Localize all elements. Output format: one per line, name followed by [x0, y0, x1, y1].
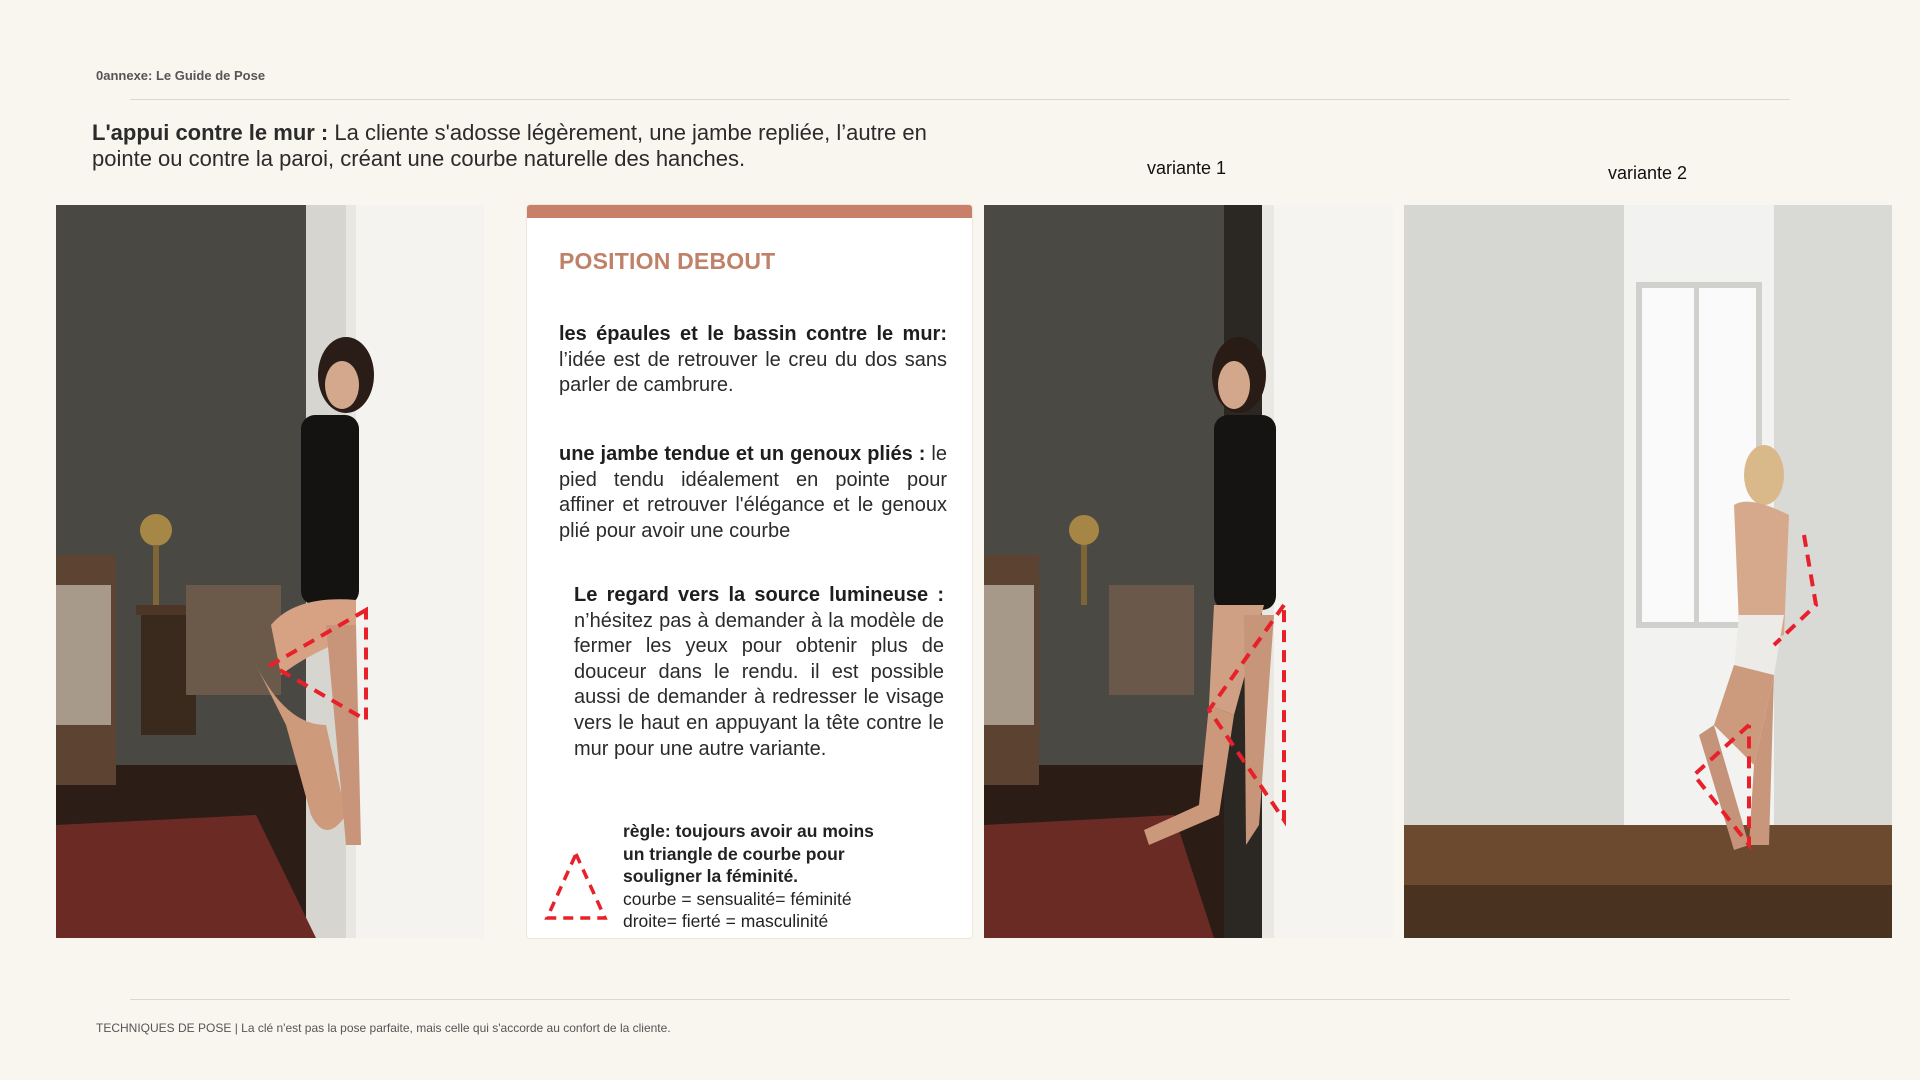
block-3-text: n’hésitez pas à demander à la modèle de fermer les yeux pour obtenir plus de douceur dans le rendu. il est possible aussi de demander à redresser le visage vers le haut en appuyant la tête contre le mur pour une autre variante.	[574, 609, 944, 760]
dashed-triangle-icon	[541, 848, 611, 924]
annex-header-label: 0annexe: Le Guide de Pose	[96, 68, 266, 83]
variant-2-label: variante 2	[1608, 163, 1688, 183]
card-block-shoulders	[559, 322, 947, 399]
variant-1-photo	[984, 205, 1393, 938]
block-3-title: Le regard vers la source lumineuse :	[574, 584, 944, 606]
intro-text: La cliente s'adosse légèrement, une jambe repliée, l’autre en pointe ou contre la paroi, créant une courbe naturelle des hanches.	[92, 120, 927, 171]
variant-2-photo	[1404, 205, 1892, 938]
rule-straight-line: droite= fierté = masculinité	[623, 911, 829, 931]
main-pose-photo	[56, 205, 484, 938]
card-block-gaze	[574, 583, 944, 762]
rule-line-3: souligner la féminité.	[623, 866, 799, 886]
triangle-rule	[623, 820, 943, 933]
card-title: POSITION DEBOUT	[559, 248, 776, 274]
footer-text: TECHNIQUES DE POSE | La clé n'est pas la pose parfaite, mais celle qui s'accorde au confort de la cliente.	[96, 1021, 671, 1035]
rule-line-2: un triangle de courbe pour	[623, 843, 845, 864]
intro-paragraph	[92, 120, 972, 172]
block-1-title: les épaules et le bassin contre le mur:	[559, 323, 947, 345]
position-debout-card	[527, 205, 972, 938]
intro-title: L'appui contre le mur :	[92, 120, 329, 145]
block-1-text: l’idée est de retrouver le creu du dos sans parler de cambrure.	[559, 348, 947, 397]
variant-1-label: variante 1	[1147, 158, 1227, 178]
block-2-text: le pied tendu idéalement en pointe pour affiner et retrouver l'élégance et le genoux plié pour avoir une courbe	[559, 443, 947, 542]
rule-curve-line: courbe = sensualité= féminité	[623, 888, 852, 909]
block-2-title: une jambe tendue et un genoux pliés :	[559, 443, 926, 465]
card-block-legs	[559, 442, 947, 544]
bottom-divider	[130, 999, 1790, 1000]
top-divider	[130, 99, 1790, 100]
rule-line-1: règle: toujours avoir au moins	[623, 821, 874, 841]
